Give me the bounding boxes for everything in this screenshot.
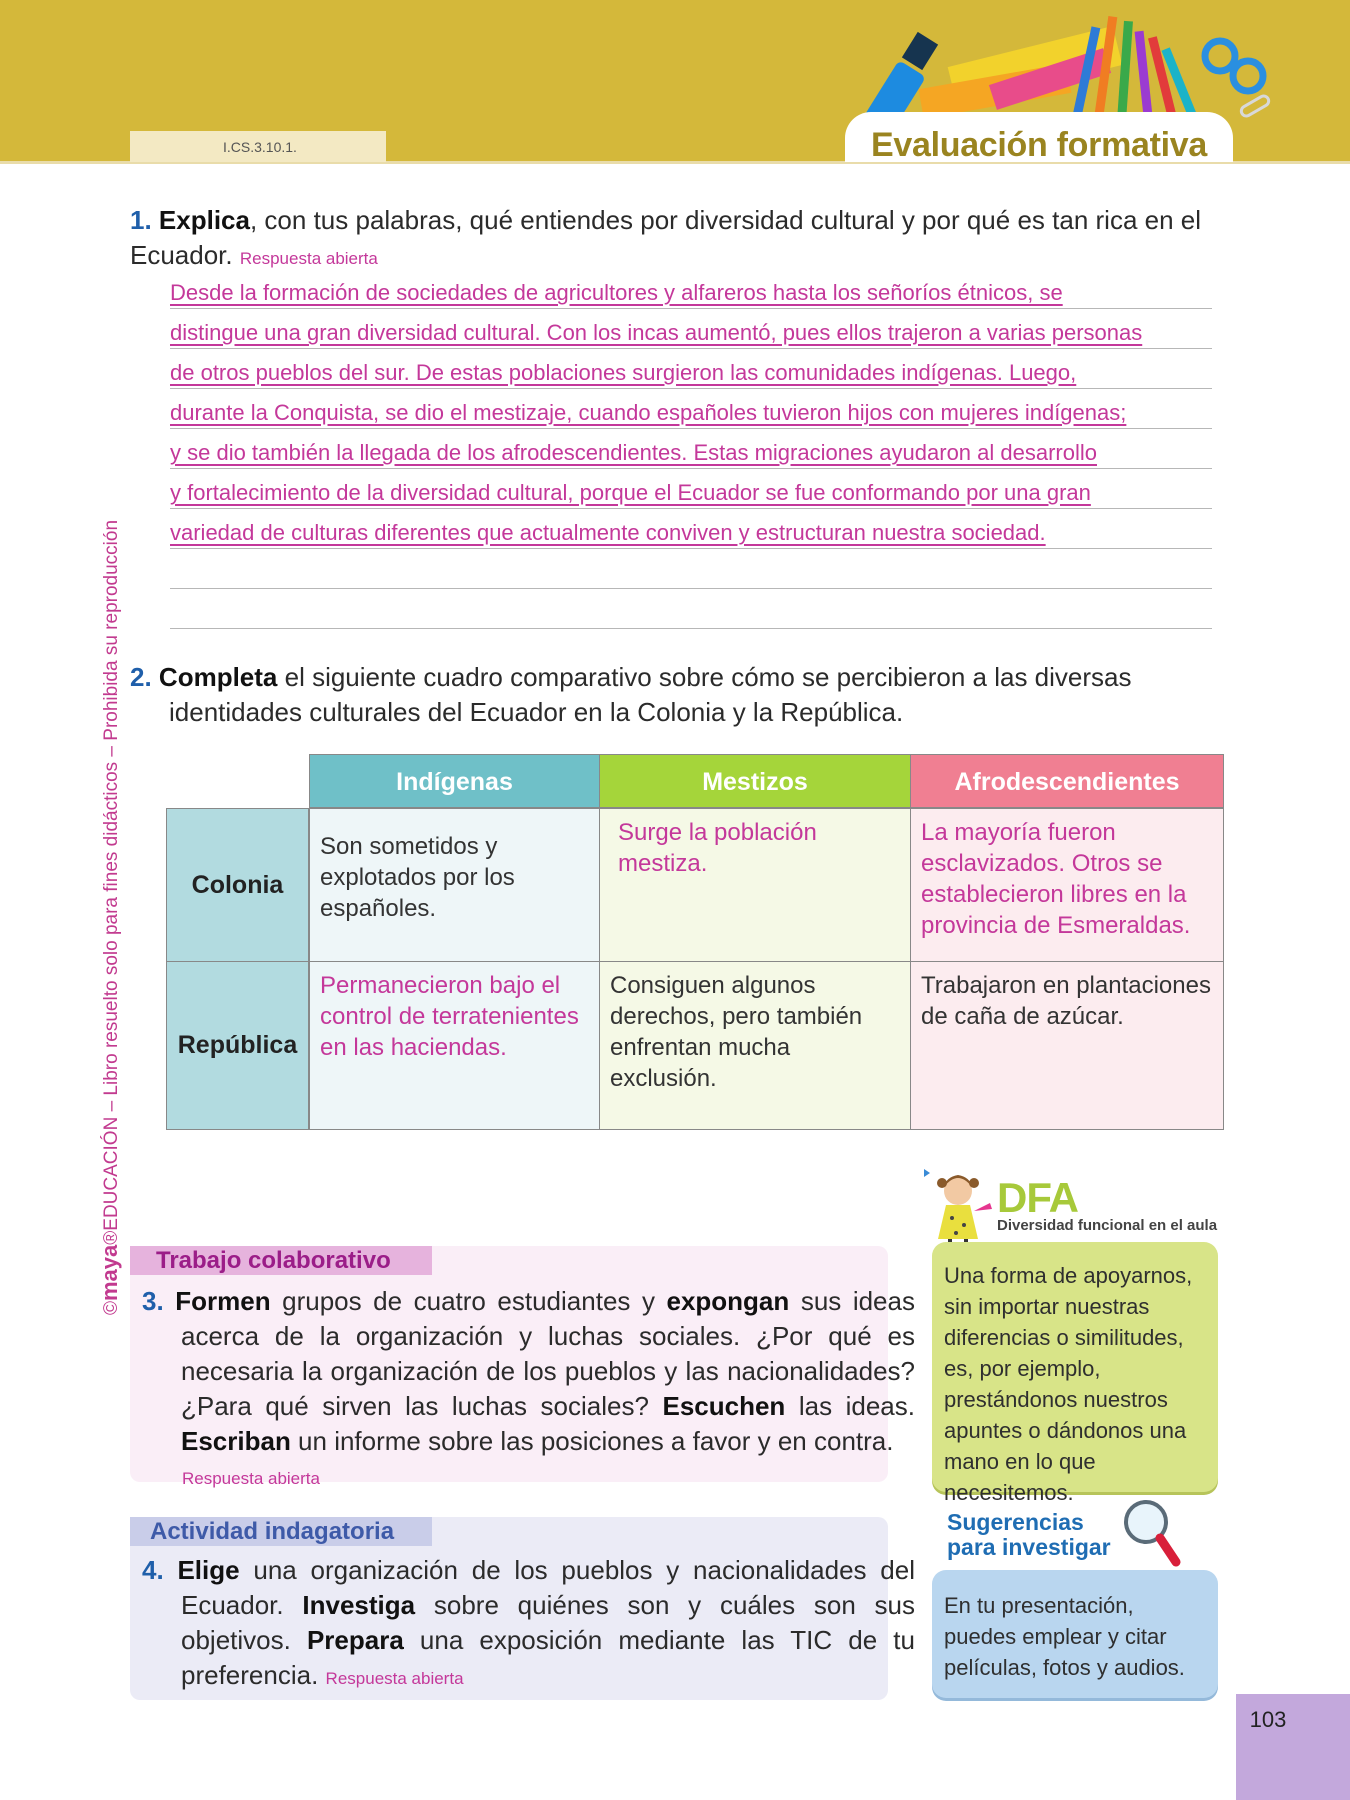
text: una exposición mediante las TIC de tu preferencia. xyxy=(181,1625,915,1690)
answer-line: Desde la formación de sociedades de agricultores y alfareros hasta los señoríos étnicos, se xyxy=(170,278,1212,309)
cell-colonia-indigenas: Son sometidos y explotados por los españoles. xyxy=(309,808,600,962)
text: sus ideas acerca de la organización y luchas sociales. ¿Por qué es necesaria la organización de los pueblos y las nacionalidades? ¿Para qué sirven las luchas sociales? xyxy=(181,1286,915,1421)
question-1 xyxy=(130,203,1220,276)
cell-republica-mestizos: Consiguen algunos derechos, pero también enfrentan mucha exclusión. xyxy=(599,961,911,1130)
row-label-republica: República xyxy=(166,961,309,1130)
header-afrodescendientes: Afrodescendientes xyxy=(910,754,1224,808)
verb: Elige xyxy=(177,1555,240,1585)
verb: Escriban xyxy=(181,1426,291,1456)
brand-logo: maya xyxy=(97,1244,122,1301)
question-3 xyxy=(142,1284,915,1459)
answer-line: y se dio también la llegada de los afrodescendientes. Estas migraciones ayudaron al desarrollo xyxy=(170,438,1212,469)
collaborative-label: Trabajo colaborativo xyxy=(130,1246,432,1275)
answer-line: de otros pueblos del sur. De estas poblaciones surgieron las comunidades indígenas. Luego, xyxy=(170,358,1212,389)
question-verb: Explica xyxy=(158,205,250,235)
comparison-table xyxy=(166,754,1224,1130)
text: una organización de los pueblos y nacionalidades del Ecuador. xyxy=(181,1555,915,1620)
girl-mascot-icon xyxy=(918,1163,1000,1248)
page-title: Evaluación formativa xyxy=(870,126,1207,164)
copyright-text: EDUCACIÓN – Libro resuelto solo para fines didácticos – Prohibida su reproducción xyxy=(101,519,122,1231)
suggestions-text: En tu presentación, puedes emplear y citar películas, fotos y audios. xyxy=(944,1593,1185,1680)
question-text: , con tus palabras, qué entiendes por diversidad cultural y por qué es tan rica en el Ecuador. xyxy=(130,205,1202,270)
page-number: 103 xyxy=(1249,1707,1287,1732)
suggestions-title-line2: para investigar xyxy=(947,1534,1111,1560)
answer-line xyxy=(170,598,1212,629)
answer-line: distingue una gran diversidad cultural. Con los incas aumentó, pues ellos trajeron a varias personas xyxy=(170,318,1212,349)
answer-note: Respuesta abierta xyxy=(239,249,378,268)
answer-note: Respuesta abierta xyxy=(182,1469,320,1488)
answer-line xyxy=(170,558,1212,589)
cell-colonia-mestizos: Surge la población mestiza. xyxy=(599,808,911,962)
question-4 xyxy=(142,1553,915,1696)
answer-line: y fortalecimiento de la diversidad cultural, porque el Ecuador se fue conformando por una gran xyxy=(170,478,1212,509)
cell-colonia-afro: La mayoría fueron esclavizados. Otros se establecieron libres en la provincia de Esmeraldas. xyxy=(910,808,1224,962)
text: un informe sobre las posiciones a favor y en contra. xyxy=(290,1426,894,1456)
verb: Formen xyxy=(175,1286,271,1316)
cell-republica-indigenas: Permanecieron bajo el control de terratenientes en las haciendas. xyxy=(309,961,600,1130)
header-mestizos: Mestizos xyxy=(599,754,911,808)
dfa-text: Una forma de apoyarnos, sin importar nuestras diferencias o similitudes, es, por ejemplo, prestándonos nuestros apuntes o dándonos una mano en lo que necesitemos. xyxy=(944,1263,1193,1505)
question-verb: Completa xyxy=(158,662,278,692)
answer-line: variedad de culturas diferentes que actualmente conviven y estructuran nuestra sociedad. xyxy=(170,518,1212,549)
answer-line: durante la Conquista, se dio el mestizaje, cuando españoles tuvieron hijos con mujeres indígenas; xyxy=(170,398,1212,429)
dfa-subtitle: Diversidad funcional en el aula xyxy=(997,1217,1218,1234)
question-number: 1. xyxy=(130,205,152,235)
skill-code: I.CS.3.10.1. xyxy=(130,131,386,162)
magnifier-icon xyxy=(1122,1498,1182,1568)
question-number: 4. xyxy=(142,1555,164,1585)
text: las ideas. xyxy=(785,1391,915,1421)
question-number: 2. xyxy=(130,662,152,692)
suggestions-title xyxy=(947,1510,1111,1560)
dfa-title: DFA xyxy=(997,1174,1078,1221)
verb: Investiga xyxy=(302,1590,416,1620)
text: grupos de cuatro estudiantes y xyxy=(270,1286,667,1316)
research-label: Actividad indagatoria xyxy=(130,1517,432,1546)
answer-note: Respuesta abierta xyxy=(325,1669,464,1688)
row-label-colonia: Colonia xyxy=(166,808,309,962)
question-number: 3. xyxy=(142,1286,164,1316)
question-2 xyxy=(130,660,1259,730)
text: sobre quiénes son y cuáles son sus objetivos. xyxy=(181,1590,915,1655)
copyright-vertical: ©maya®EDUCACIÓN – Libro resuelto solo para fines didácticos – Prohibida su reproducción xyxy=(97,519,122,1315)
verb: Escuchen xyxy=(662,1391,786,1421)
question-text: el siguiente cuadro comparativo sobre cómo se percibieron a las diversas identidades culturales del Ecuador en la Colonia y la República. xyxy=(169,662,1132,727)
verb: Prepara xyxy=(306,1625,404,1655)
verb: expongan xyxy=(666,1286,790,1316)
cell-republica-afro: Trabajaron en plantaciones de caña de azúcar. xyxy=(910,961,1224,1130)
suggestions-title-line1: Sugerencias xyxy=(947,1509,1084,1535)
header-indigenas: Indígenas xyxy=(309,754,600,808)
